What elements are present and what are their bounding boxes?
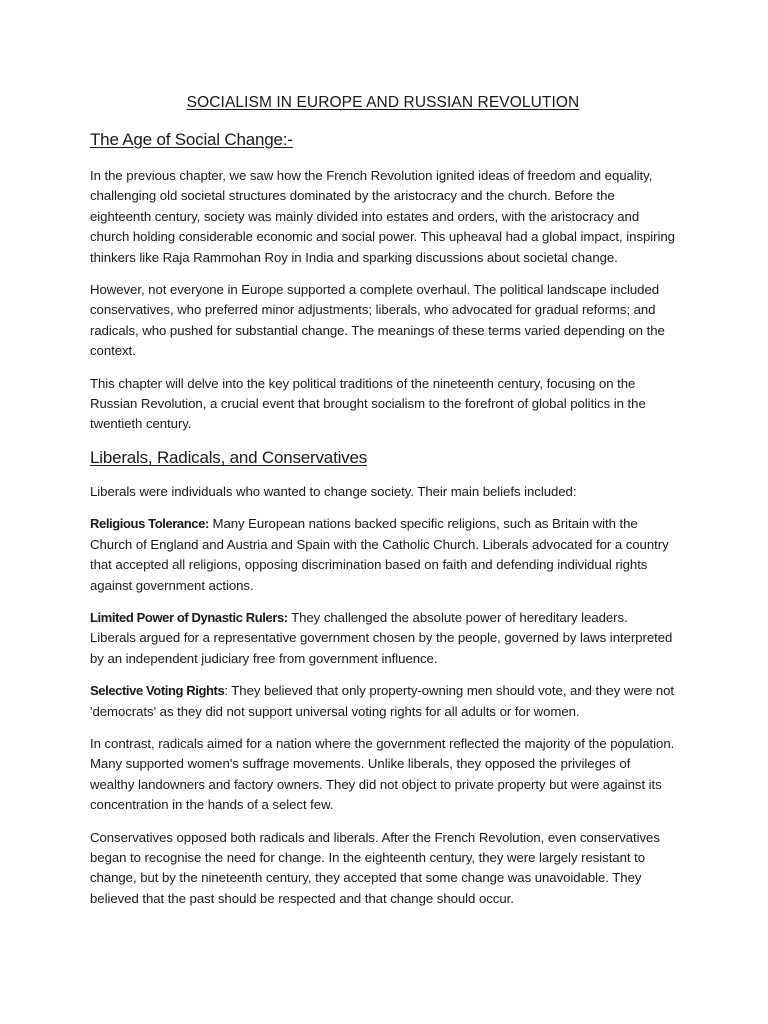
section-liberals-radicals-conservatives bbox=[90, 448, 676, 909]
paragraph: In the previous chapter, we saw how the French Revolution ignited ideas of freedom and equality, challenging old societal structures dominated by the aristocracy and the church. Before the eighteenth century, society was mainly divided into estates and orders, with the aristocracy and church holding considerable economic and social power. This upheaval had a global impact, inspiring thinkers like Raja Rammohan Roy in India and sparking discussions about societal change. bbox=[90, 168, 675, 265]
belief-term: Selective Voting Rights bbox=[90, 683, 225, 699]
paragraph: However, not everyone in Europe supported a complete overhaul. The political landscape included conservatives, who preferred minor adjustments; liberals, who advocated for gradual reforms; and radicals, who pushed for substantial change. The meanings of these terms varied depending on the context. bbox=[90, 282, 665, 359]
section-heading: The Age of Social Change:- bbox=[90, 130, 293, 149]
belief-term: Religious Tolerance: bbox=[90, 516, 209, 532]
paragraph: Liberals were individuals who wanted to change society. Their main beliefs included: bbox=[90, 483, 577, 499]
paragraph: Conservatives opposed both radicals and liberals. After the French Revolution, even conservatives began to recognise the need for change. In the eighteenth century, they were largely resistant to change, but by the nineteenth century, they accepted that some change was unavoidable. They believed that the past should be respected and that change should occur. bbox=[90, 829, 660, 906]
belief-paragraph bbox=[90, 608, 676, 669]
belief-text: Many European nations backed specific religions, such as Britain with the Church of England and Austria and Spain with the Catholic Church. Liberals advocated for a country that accepted all religions, opposing discrimination based on faith and defending individual rights against government actions. bbox=[90, 516, 669, 593]
paragraph: In contrast, radicals aimed for a nation where the government reflected the majority of the population. Many supported women's suffrage movements. Unlike liberals, they opposed the privileges of wealthy landowners and factory owners. They did not object to private property but were against its concentration in the hands of a select few. bbox=[90, 735, 675, 813]
section-heading: Liberals, Radicals, and Conservatives bbox=[90, 447, 368, 467]
belief-text: : They believed that only property-owning men should vote, and they were not 'democrats' as they did not support universal voting rights for all adults or for women. bbox=[90, 683, 675, 719]
belief-paragraph bbox=[90, 514, 676, 596]
belief-term: Limited Power of Dynastic Rulers: bbox=[90, 609, 288, 625]
belief-text: They challenged the absolute power of hereditary leaders. Liberals argued for a representative government chosen by the people, governed by laws interpreted by an independent judiciary free from government influence. bbox=[90, 609, 673, 666]
section-age-of-social-change bbox=[90, 130, 676, 435]
document-title: SOCIALISM IN EUROPE AND RUSSIAN REVOLUTION bbox=[186, 94, 580, 111]
paragraph: This chapter will delve into the key political traditions of the nineteenth century, focusing on the Russian Revolution, a crucial event that brought socialism to the forefront of global politics in the twentieth century. bbox=[90, 375, 646, 432]
belief-paragraph bbox=[90, 681, 676, 722]
